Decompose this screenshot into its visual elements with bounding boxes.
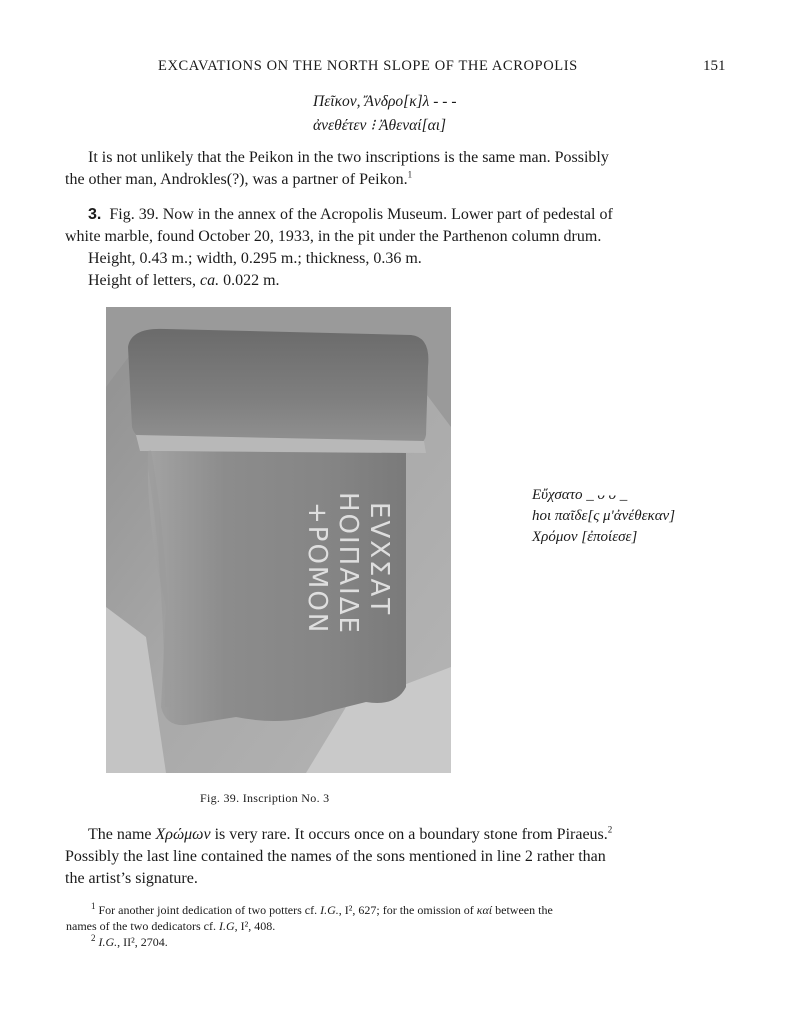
- inscription-line-2: ἀνεθέτεν ⁝ Ἀθεναί[αι]: [313, 117, 447, 134]
- stone-letters-col-1: ΕVΧΣΑΤ: [364, 502, 394, 617]
- figure-39-photo: [106, 307, 451, 773]
- transcription-line-3: Χρόμον [ἐποίεσε]: [532, 529, 638, 545]
- paragraph-2: [65, 824, 725, 890]
- footnote-1-mark: 1: [91, 901, 96, 911]
- section-number: 3.: [88, 206, 102, 223]
- footnote-1-line-2: [66, 918, 275, 934]
- footnote-2-mark: 2: [91, 933, 96, 943]
- section-3-line-4: [88, 270, 725, 292]
- footnote-2-ig: I.G.: [98, 935, 118, 949]
- paragraph-1-line-2: [65, 169, 725, 191]
- section-3-line-1: [88, 204, 725, 226]
- footnote-1-text-b: , I², 627; for the omission of: [338, 903, 477, 917]
- footnote-1-text-a: For another joint dedication of two potters cf.: [98, 903, 321, 917]
- paragraph-2-line-2: Possibly the last line contained the names of the sons mentioned in line 2 rather than: [65, 848, 606, 865]
- paragraph-2-line-1-a: The name: [88, 826, 156, 843]
- stone-letters-col-2: ΗΟΙΠΑΙΔΕ: [333, 492, 363, 635]
- section-3-line-3: Height, 0.43 m.; width, 0.295 m.; thickness, 0.36 m.: [88, 250, 422, 267]
- section-3-line-1-text: Fig. 39. Now in the annex of the Acropolis Museum. Lower part of pedestal of: [109, 206, 613, 223]
- stone-letters-col-3: +ΡΟΜΟΝ: [302, 502, 332, 635]
- letter-height-ca: ca.: [199, 272, 220, 289]
- footnote-1: [91, 902, 553, 918]
- paragraph-2-line-1-b: is very rare. It occurs once on a boundary stone from Piraeus.: [210, 826, 608, 843]
- running-head: EXCAVATIONS ON THE NORTH SLOPE OF THE ACROPOLIS: [158, 58, 578, 74]
- paragraph-1-line-2-text: the other man, Androkles(?), was a partner of Peikon.: [65, 171, 408, 188]
- paragraph-2-line-1: [88, 824, 725, 846]
- footnote-2-text: , II², 2704.: [117, 935, 168, 949]
- inscription-line-1: Πεῖκον, Ἄνδρο[κ]λ - - -: [313, 93, 457, 110]
- transcription-line-1: Εὔχσατο _ ᴗ ᴗ _: [532, 487, 628, 503]
- footnote-1-kai: καί: [476, 903, 493, 917]
- footnote-2: [91, 934, 168, 950]
- footnote-1-line-2-ig: I.G: [218, 919, 235, 933]
- footnote-1-line-2-a: names of the two dedicators cf.: [66, 919, 219, 933]
- section-3: [65, 204, 725, 292]
- figure-caption: Fig. 39. Inscription No. 3: [200, 791, 330, 805]
- paragraph-1-line-1: It is not unlikely that the Peikon in the two inscriptions is the same man. Possibly: [88, 149, 609, 166]
- footnote-1-ig: I.G.: [320, 903, 339, 917]
- paragraph-2-line-3: the artist’s signature.: [65, 870, 198, 887]
- greek-name: Χρώμων: [155, 826, 211, 843]
- letter-height-prefix: Height of letters,: [88, 272, 200, 289]
- section-3-line-2: white marble, found October 20, 1933, in the pit under the Parthenon column drum.: [65, 228, 602, 245]
- footnote-ref-2[interactable]: 2: [607, 824, 613, 835]
- page-number: 151: [703, 58, 726, 74]
- footnote-1-line-2-b: , I², 408.: [234, 919, 276, 933]
- footnote-1-text-c: between the: [492, 903, 553, 917]
- footnote-ref-1[interactable]: 1: [407, 169, 413, 180]
- letter-height-value: 0.022 m.: [219, 272, 280, 289]
- transcription-line-2: hοι παῖδε[ς μ'ἀνέθεκαν]: [532, 508, 676, 524]
- paragraph-1: [65, 147, 725, 191]
